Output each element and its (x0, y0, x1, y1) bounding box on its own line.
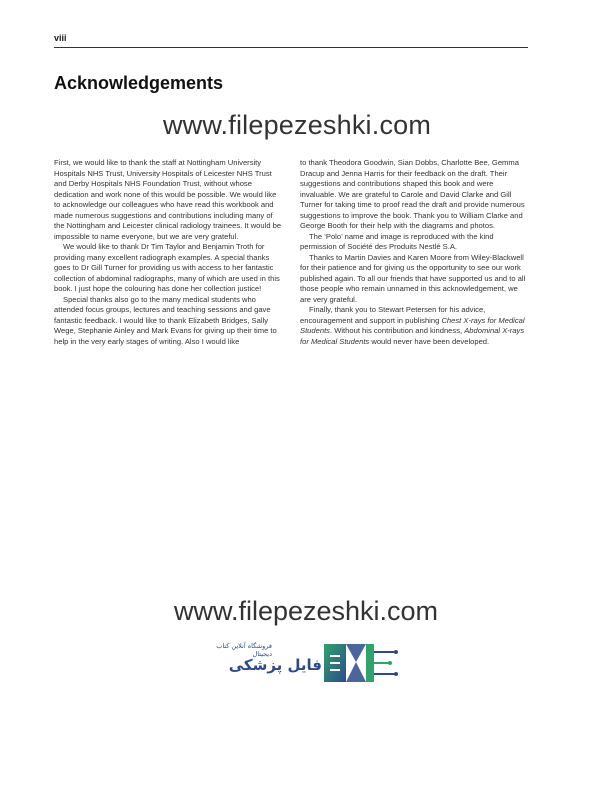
logo-name: فایل پزشکی (228, 656, 322, 674)
publisher-logo (210, 640, 400, 686)
logo-mark-icon (320, 640, 400, 686)
paragraph: First, we would like to thank the staff at Nottingham University Hospitals NHS Trust, University Hospitals of Leicester NHS Trust and Derby Hospitals NHS Foundation Trust, without whose dedication and work none of this would be possible. We would like to acknowledge our colleagues who have read this workbook and made numerous suggestions and contributions including many of the Nottingham and Leicester clinical radiology trainees. It would be impossible to name everyone, but we are very grateful. (54, 158, 282, 241)
right-column (300, 158, 528, 347)
text-run: Finally, thank you to Stewart Petersen for his advice, encouragement and support in publishing (300, 305, 486, 325)
paragraph: We would like to thank Dr Tim Taylor and Benjamin Troth for providing many excellent radiograph examples. A special thanks goes to Dr Gill Turner for providing us with access to her fantastic collection of abdominal radiographs, many of which are used in this book. I just hope the colouring has done her collection justice! (54, 242, 280, 293)
paragraph: to thank Theodora Goodwin, Sian Dobbs, Charlotte Bee, Gemma Dracup and Jenna Harris for their feedback on the draft. Their suggestions and contributions shaped this book and were invaluable. We are grateful to Carole and David Clarke and Gill Turner for taking time to proof read the draft and provide numerous suggestions to improve the book. Thank you to William Clarke and George Booth for their help with the diagrams and photos. (300, 158, 525, 230)
paragraph: The ‘Polo’ name and image is reproduced with the kind permission of Société des Produits Nestlé S.A. (300, 231, 494, 251)
left-column (54, 158, 282, 347)
text-run: would never have been developed. (369, 336, 490, 346)
watermark-top: www.filepezeshki.com (162, 110, 432, 140)
page-number: viii (54, 33, 67, 43)
page-title: Acknowledgements (54, 73, 224, 93)
header-rule (54, 47, 528, 48)
watermark-bottom: www.filepezeshki.com (173, 596, 439, 626)
paragraph: Thanks to Martin Davies and Karen Moore from Wiley-Blackwell for their patience and for giving us the opportunity to see our work published again. To all our friends that have supported us and to all those people who remain unnamed in this acknowledgement, we are very grateful. (300, 252, 526, 304)
paragraph (300, 305, 528, 347)
logo-tagline: فروشگاه آنلاین کتاب دیجیتال (216, 642, 272, 658)
text-run: . Without his contribution and kindness, (329, 326, 465, 335)
paragraph: Special thanks also go to the many medical students who attended focus groups, lectures and teaching sessions and gave fantastic feedback. I would like to thank Elizabeth Bridges, Sally Wege, Stephanie Ainley and Mark Evans for giving up their time to help in the very early stages of writing. Also I would like (54, 294, 277, 346)
book-title: Chest X-rays for Medical Students (300, 315, 525, 335)
book-title: Abdominal X-rays for Medical Students (300, 326, 525, 346)
